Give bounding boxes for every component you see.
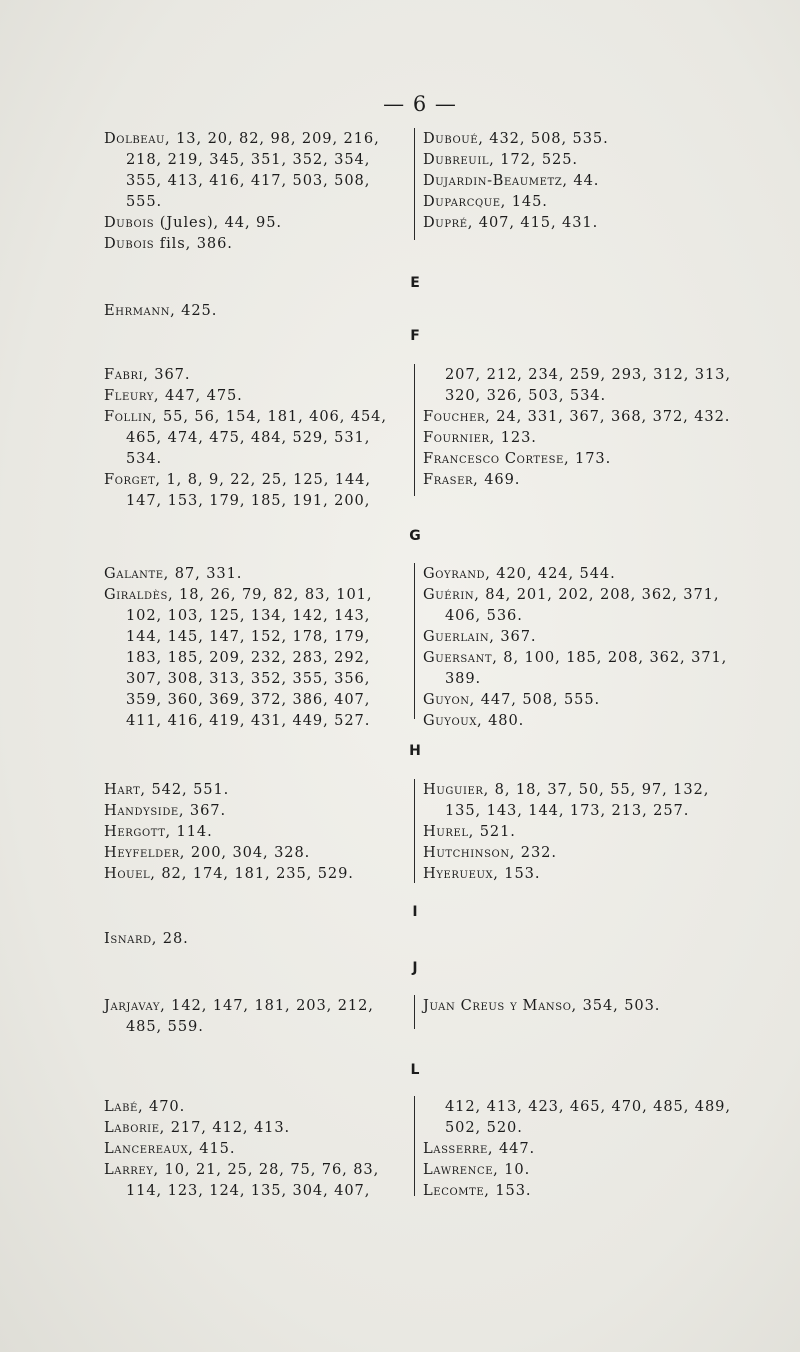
index-entry xyxy=(104,821,406,842)
entry-name: Larrey xyxy=(104,1161,154,1178)
entry-refs: , 407, 415, 431. xyxy=(467,214,599,231)
entry-refs: , 24, 331, 367, 368, 372, 432. xyxy=(485,408,731,425)
index-entry xyxy=(104,995,406,1037)
entry-name: Hyerueux xyxy=(423,865,494,882)
column-right xyxy=(414,128,745,240)
entry-name: Goyrand xyxy=(423,565,486,582)
index-entry xyxy=(104,1159,406,1201)
entry-refs: fils, 386. xyxy=(154,235,233,252)
section-letter-i: I xyxy=(412,904,418,920)
column-right xyxy=(414,563,745,729)
index-entry xyxy=(423,863,745,884)
entry-refs: , 470. xyxy=(137,1098,186,1115)
entry-name: Duparcque xyxy=(423,193,501,210)
section-h xyxy=(104,779,734,884)
section-letter-g: G xyxy=(409,528,421,544)
section-letter-h: H xyxy=(409,743,421,759)
entry-name: Hutchinson xyxy=(423,844,510,861)
entry-refs: , 542, 551. xyxy=(140,781,230,798)
entry-refs: , 114. xyxy=(165,823,213,840)
entry-name: Hergott xyxy=(104,823,166,840)
entry-refs: , 145. xyxy=(500,193,548,210)
entry-refs: , 82, 174, 181, 235, 529. xyxy=(150,865,354,882)
entry-refs: 207, 212, 234, 259, 293, 312, 313, 320, 326, 503, 534. xyxy=(445,366,731,404)
entry-refs: , 1, 8, 9, 22, 25, 125, 144, 147, 153, 179, 185, 191, 200, xyxy=(126,471,371,509)
column-left xyxy=(104,1096,406,1201)
entry-refs: , 480. xyxy=(477,712,525,729)
index-entry xyxy=(104,385,406,406)
section-i xyxy=(104,928,734,949)
entry-name: Forget xyxy=(104,471,156,488)
index-entry xyxy=(423,364,745,406)
index-entry xyxy=(423,689,745,710)
column-right xyxy=(414,995,745,1029)
index-entry xyxy=(423,563,745,584)
entry-refs: , 18, 26, 79, 82, 83, 101, 102, 103, 125, 134, 142, 143, 144, 145, 147, 152, 178, 179, 183, 185, 209, 232, 283, 292, 307, 308, 313, 352, 355, 356, 359, 360, 369, 372, 386, 407, 411, 416, 419, 431, 449, 527. xyxy=(126,586,373,729)
entry-refs: , 142, 147, 181, 203, 212, 485, 559. xyxy=(126,997,374,1035)
entry-name: Handyside xyxy=(104,802,179,819)
entry-name: Lecomte xyxy=(423,1182,485,1199)
index-entry xyxy=(423,1138,745,1159)
entry-refs: , 123. xyxy=(489,429,537,446)
section-f xyxy=(104,364,734,511)
column-left xyxy=(104,128,406,254)
entry-refs: , 447, 475. xyxy=(153,387,243,404)
entry-refs: , 367. xyxy=(143,366,191,383)
index-entry xyxy=(104,406,406,469)
column-right xyxy=(414,364,745,496)
entry-name: Heyfelder xyxy=(104,844,180,861)
entry-name: Foucher xyxy=(423,408,486,425)
index-entry xyxy=(423,212,745,233)
index-entry xyxy=(104,863,406,884)
column-left xyxy=(104,779,406,884)
index-entry xyxy=(104,212,406,233)
entry-name: Guersant xyxy=(423,649,493,666)
column-left xyxy=(104,563,406,731)
index-entry xyxy=(423,710,745,731)
entry-name: Dubreuil xyxy=(423,151,490,168)
index-entry xyxy=(423,626,745,647)
entry-name: Fraser xyxy=(423,471,474,488)
entry-name: Guyoux xyxy=(423,712,478,729)
entry-refs: , 432, 508, 535. xyxy=(478,130,609,147)
entry-refs: , 8, 100, 185, 208, 362, 371, 389. xyxy=(445,649,728,687)
entry-refs: 412, 413, 423, 465, 470, 485, 489, 502, 520. xyxy=(445,1098,731,1136)
index-entry xyxy=(104,469,406,511)
index-entry xyxy=(104,233,406,254)
entry-refs: , 217, 412, 413. xyxy=(159,1119,291,1136)
entry-name: Laborie xyxy=(104,1119,160,1136)
entry-name: Ehrmann xyxy=(104,302,171,319)
section-letter-l: L xyxy=(410,1062,420,1078)
entry-refs: , 232. xyxy=(509,844,557,861)
index-entry xyxy=(104,928,406,949)
section-g xyxy=(104,563,734,731)
index-entry xyxy=(104,1096,406,1117)
entry-refs: , 367. xyxy=(489,628,537,645)
section-d xyxy=(104,128,734,254)
entry-refs: , 425. xyxy=(170,302,218,319)
entry-refs: , 172, 525. xyxy=(489,151,578,168)
section-j xyxy=(104,995,734,1037)
column-left xyxy=(104,995,406,1037)
entry-refs: , 87, 331. xyxy=(163,565,243,582)
entry-refs: (Jules), 44, 95. xyxy=(154,214,282,231)
index-entry xyxy=(423,647,745,689)
index-entry xyxy=(423,170,745,191)
entry-name: Dupré xyxy=(423,214,468,231)
index-entry xyxy=(423,1180,745,1201)
index-entry xyxy=(423,779,745,821)
column-left xyxy=(104,364,406,511)
index-entry xyxy=(104,800,406,821)
entry-name: Lawrence xyxy=(423,1161,494,1178)
entry-name: Dujardin-Beaumetz xyxy=(423,172,563,189)
entry-refs: , 415. xyxy=(188,1140,236,1157)
entry-refs: , 367. xyxy=(178,802,227,819)
index-entry xyxy=(423,191,745,212)
section-l xyxy=(104,1096,734,1201)
entry-refs: , 10. xyxy=(493,1161,531,1178)
entry-name: Fournier xyxy=(423,429,490,446)
index-entry xyxy=(423,469,745,490)
column-right xyxy=(414,779,745,883)
entry-name: Fleury xyxy=(104,387,154,404)
column-left xyxy=(104,928,406,949)
index-entry xyxy=(104,128,406,212)
entry-name: Houel xyxy=(104,865,151,882)
section-letter-e: E xyxy=(410,275,420,291)
entry-refs: , 200, 304, 328. xyxy=(179,844,311,861)
entry-refs: , 10, 21, 25, 28, 75, 76, 83, 114, 123, 124, 135, 304, 407, xyxy=(126,1161,380,1199)
entry-refs: , 44. xyxy=(562,172,600,189)
index-entry xyxy=(423,128,745,149)
entry-name: Francesco Cortese xyxy=(423,450,564,467)
entry-name: Dolbeau xyxy=(104,130,166,147)
entry-name: Duboué xyxy=(423,130,479,147)
entry-refs: , 420, 424, 544. xyxy=(485,565,616,582)
entry-name: Dubois xyxy=(104,235,155,252)
entry-name: Dubois xyxy=(104,214,155,231)
index-entry xyxy=(423,448,745,469)
index-entry xyxy=(423,821,745,842)
entry-refs: , 354, 503. xyxy=(571,997,661,1014)
entry-name: Galante xyxy=(104,565,164,582)
entry-name: Huguier xyxy=(423,781,484,798)
entry-name: Lasserre xyxy=(423,1140,488,1157)
index-entry xyxy=(104,300,406,321)
index-entry xyxy=(423,1096,745,1138)
entry-name: Guyon xyxy=(423,691,470,708)
entry-name: Juan Creus y Manso xyxy=(423,997,572,1014)
entry-refs: , 447, 508, 555. xyxy=(469,691,601,708)
index-entry xyxy=(104,1117,406,1138)
index-entry xyxy=(423,427,745,448)
entry-refs: , 173. xyxy=(563,450,612,467)
entry-name: Lancereaux xyxy=(104,1140,189,1157)
entry-name: Giraldès xyxy=(104,586,168,603)
entry-refs: , 84, 201, 202, 208, 362, 371, 406, 536. xyxy=(445,586,720,624)
index-entry xyxy=(423,406,745,427)
entry-refs: , 13, 20, 82, 98, 209, 216, 218, 219, 345, 351, 352, 354, 355, 413, 416, 417, 503, 508, 555. xyxy=(126,130,380,210)
page-number: — 6 — xyxy=(383,92,457,116)
entry-refs: , 469. xyxy=(473,471,521,488)
entry-refs: , 153. xyxy=(484,1182,532,1199)
entry-name: Jarjavay xyxy=(104,997,161,1014)
entry-name: Hurel xyxy=(423,823,469,840)
entry-refs: , 521. xyxy=(468,823,516,840)
column-left xyxy=(104,300,406,321)
index-entry xyxy=(423,842,745,863)
index-entry xyxy=(423,1159,745,1180)
entry-refs: , 153. xyxy=(493,865,541,882)
entry-name: Hart xyxy=(104,781,141,798)
entry-refs: , 55, 56, 154, 181, 406, 454, 465, 474, 475, 484, 529, 531, 534. xyxy=(126,408,387,467)
column-right xyxy=(414,1096,745,1199)
index-entry xyxy=(104,364,406,385)
index-entry xyxy=(104,779,406,800)
index-entry xyxy=(104,842,406,863)
section-letter-j: J xyxy=(412,960,418,976)
entry-name: Guérin xyxy=(423,586,475,603)
section-letter-f: F xyxy=(410,328,420,344)
section-e xyxy=(104,300,734,321)
index-entry xyxy=(423,584,745,626)
index-entry xyxy=(423,149,745,170)
index-entry xyxy=(104,1138,406,1159)
index-entry xyxy=(104,563,406,584)
entry-refs: , 8, 18, 37, 50, 55, 97, 132, 135, 143, 144, 173, 213, 257. xyxy=(445,781,710,819)
entry-refs: , 28. xyxy=(151,930,189,947)
entry-name: Follin xyxy=(104,408,152,425)
entry-name: Labé xyxy=(104,1098,138,1115)
entry-name: Isnard xyxy=(104,930,152,947)
entry-name: Guerlain xyxy=(423,628,490,645)
index-entry xyxy=(423,995,745,1016)
index-entry xyxy=(104,584,406,731)
entry-refs: , 447. xyxy=(487,1140,536,1157)
entry-name: Fabri xyxy=(104,366,144,383)
